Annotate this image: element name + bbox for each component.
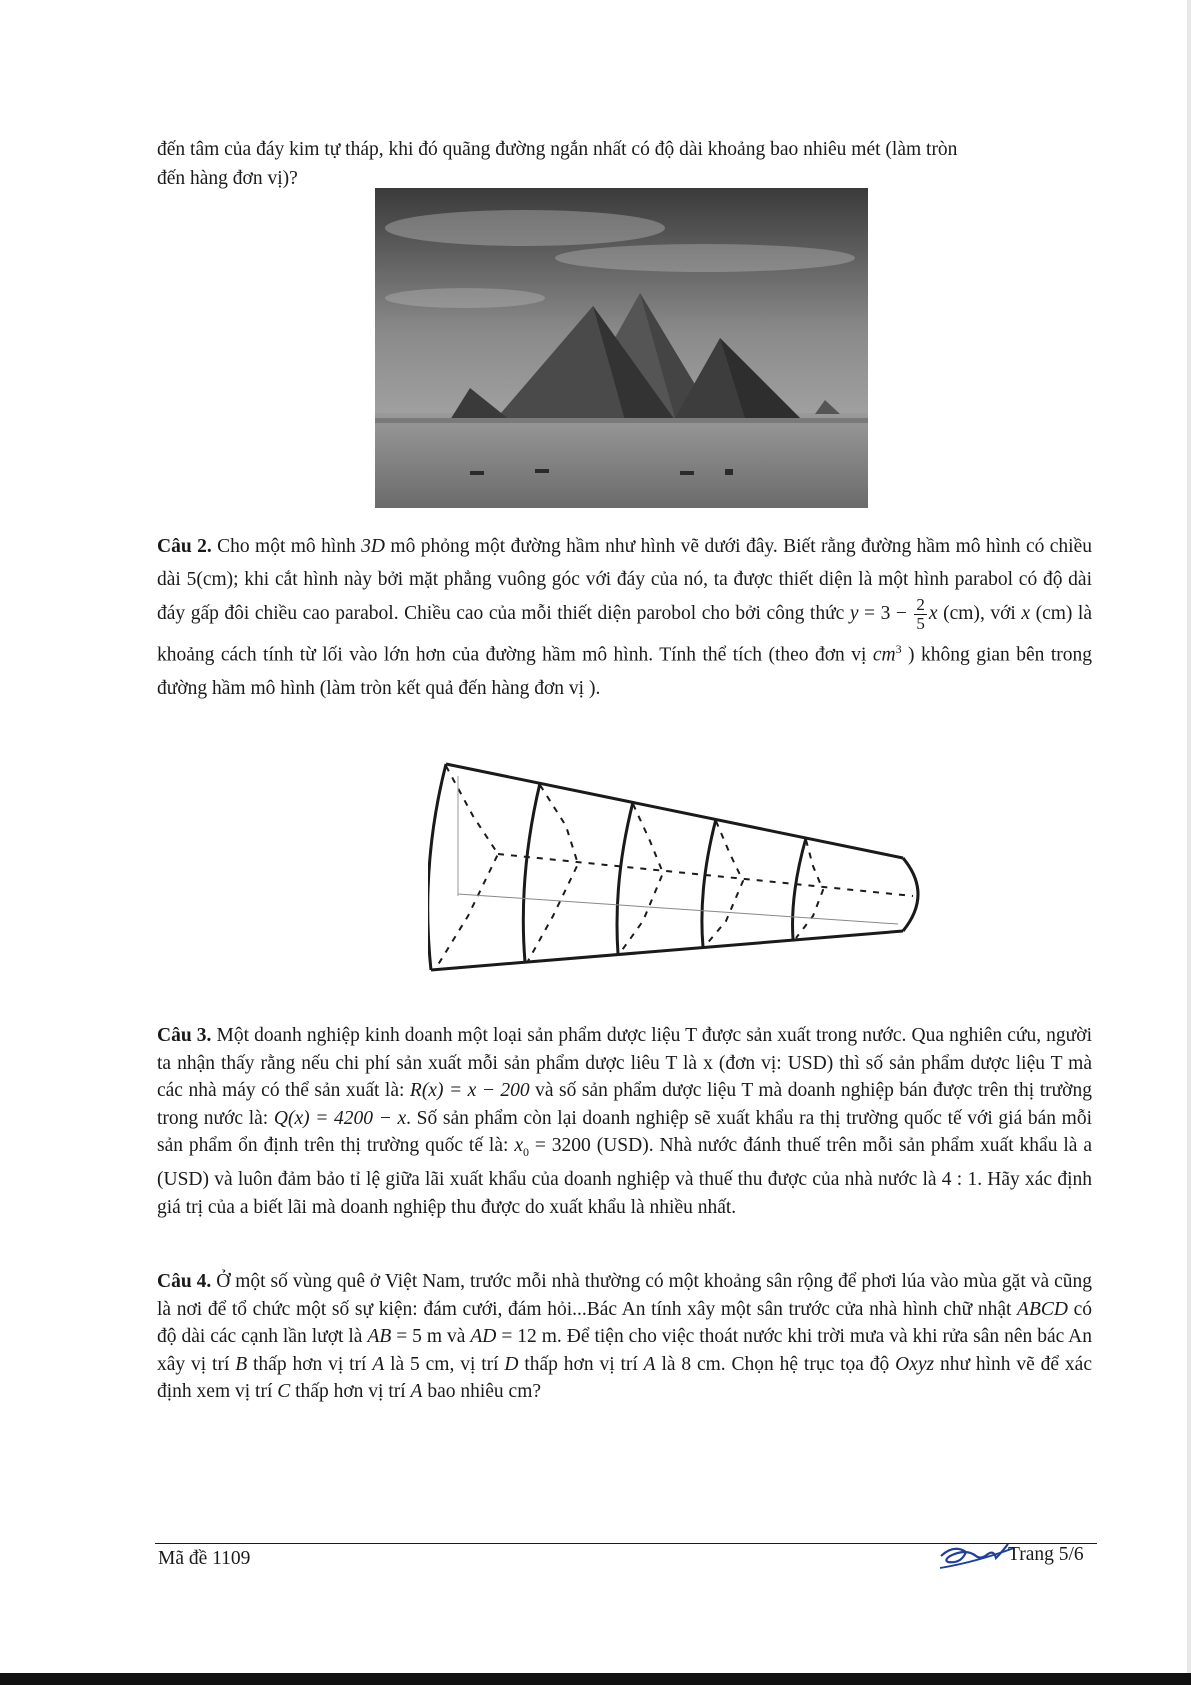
q4-ab: AB (367, 1326, 392, 1347)
q2-text: , với (979, 602, 1022, 624)
q3-x0-value: = 3200 (528, 1135, 591, 1156)
q4-text: thấp hơn vị trí (247, 1353, 373, 1375)
q3-x0-sub: 0 (522, 1144, 529, 1159)
q4-ad: AD (470, 1326, 497, 1347)
q3-x0: x (514, 1135, 523, 1156)
q4-oxyz: Oxyz (895, 1353, 935, 1375)
intro-text (157, 135, 1092, 193)
question-4-label: Câu 4. (157, 1271, 212, 1292)
q4-text: thấp hơn vị trí (290, 1381, 411, 1402)
question-3-label: Câu 3. (157, 1025, 212, 1046)
intro-line-1: đến tâm của đáy kim tự tháp, khi đó quãng đường ngắn nhất có độ dài khoảng bao nhiêu mét (làm tròn (157, 139, 958, 160)
exam-code: Mã đề 1109 (158, 1548, 251, 1569)
q2-text: mô phỏng một đường hầm như hình vẽ dưới đây. Biết rằng đường hầm mô hình có chiều dài (157, 536, 1092, 590)
q3-text: . Số sản phẩm còn lại doanh nghiệp sẽ xuất khẩu ra thị trường quốc tế với giá bán mỗi sản phẩm ổn định trên thị trường quốc tế là: (157, 1107, 1093, 1156)
q4-point-c: C (277, 1381, 291, 1402)
q4-point-b: B (235, 1353, 248, 1375)
pyramids-photo (375, 188, 868, 508)
q2-text: ) không gian bên trong đường hầm mô hình (làm tròn kết quả đến hàng đơn vị ). (157, 644, 1092, 699)
q4-point-d: D (504, 1353, 519, 1375)
q2-length: 5(cm) (186, 569, 234, 590)
q2-text: ; khi cắt hình này bởi mặt phẳng vuông góc với đáy của nó, ta được thiết diện là một hình parabol có độ dài đáy gấp đôi chiều cao parabol. Chiều cao của mỗi thiết diện parobol cho bởi công thức (157, 569, 1093, 624)
question-2 (157, 530, 1092, 705)
intro-line-2: đến hàng đơn vị)? (157, 168, 298, 189)
q4-abcd: ABCD (1017, 1298, 1068, 1320)
q3-text: và số sản phẩm dược liệu T mà doanh nghiệp bán được trên thị trường trong nước là: (157, 1080, 1092, 1129)
q4-point-a: A (643, 1353, 656, 1375)
q4-text: thấp hơn vị trí (518, 1353, 644, 1375)
question-2-label: Câu 2. (157, 536, 212, 557)
q4-text: là 5 cm, vị trí (384, 1353, 505, 1375)
q3-r-expression: R(x) = x − 200 (409, 1080, 530, 1101)
q3-text: (USD). Nhà nước đánh thuế trên mỗi sản phẩm xuất khẩu là a (USD) và luôn đảm bảo tỉ lệ giữa lãi xuất khẩu của doanh nghiệp và thuế thu được của nhà nước là 4 : 1. Hãy xác định giá trị của a biết lãi mà doanh nghiệp thu được do xuất khẩu là nhiều nhất. (157, 1135, 1093, 1218)
q2-text: (cm) là khoảng cách tính từ lối vào lớn hơn của đường hầm mô hình. Tính thể tích (theo đơn vị (157, 602, 1092, 666)
q2-fraction-den: 5 (916, 614, 925, 633)
signature-mark (936, 1534, 1016, 1574)
q4-text: Ở một số vùng quê ở Việt Nam, trước mỗi nhà thường có một khoảng sân rộng để phơi lúa vào mùa gặt và cũng là nơi để tổ chức một số sự kiện: đám cưới, đám hỏi...Bác An tính xây một sân trước cửa nhà hình chữ nhật (157, 1271, 1092, 1320)
page-edge (1187, 0, 1191, 1685)
q2-math-3d: 3D (361, 536, 386, 557)
q4-text: như hình vẽ để xác định xem vị trí (157, 1353, 1092, 1402)
question-3 (157, 1022, 1092, 1221)
q2-unit: cm (872, 644, 896, 666)
q3-q-expression: Q(x) = 4200 − x (273, 1107, 407, 1129)
q2-math-x: x (1021, 602, 1031, 624)
q2-formula-eq: = 3 − (858, 602, 913, 624)
q2-fraction (914, 596, 927, 633)
q4-point-a: A (410, 1381, 423, 1402)
question-4 (157, 1268, 1092, 1406)
page-number: Trang 5/6 (1008, 1544, 1084, 1565)
q2-formula-y: y (849, 602, 859, 624)
tunnel-diagram (428, 756, 928, 978)
q4-text: bao nhiêu cm? (422, 1381, 542, 1402)
q2-fraction-num: 2 (916, 595, 925, 614)
q2-formula-x: x (928, 602, 938, 624)
page-bottom-band (0, 1673, 1191, 1685)
q4-ab-value: = 5 m và (391, 1326, 471, 1347)
q3-text: Một doanh nghiệp kinh doanh một loại sản phẩm dược liệu T được sản xuất trong nước. Qua nghiên cứu, người ta nhận thấy rằng nếu chi phí sản xuất mỗi sản phẩm dược liêu T là x (đơn vị: USD) thì số sản phẩm dược liệu T mà các nhà máy có thể sản xuất là: (157, 1025, 1092, 1101)
q4-ad-value: = 12 m. Để tiện cho việc thoát nước khi trời mưa và khi rửa sân nên bác An xây vị trí (157, 1326, 1092, 1375)
q2-text: Cho một mô hình (211, 536, 362, 557)
q4-text: là 8 cm. Chọn hệ trục tọa độ (655, 1353, 896, 1375)
q4-point-a: A (372, 1353, 385, 1375)
q2-unit-exp: 3 (895, 642, 902, 656)
q4-text: có độ dài các cạnh lần lượt là (157, 1298, 1092, 1347)
q2-formula-unit: (cm) (937, 602, 980, 624)
